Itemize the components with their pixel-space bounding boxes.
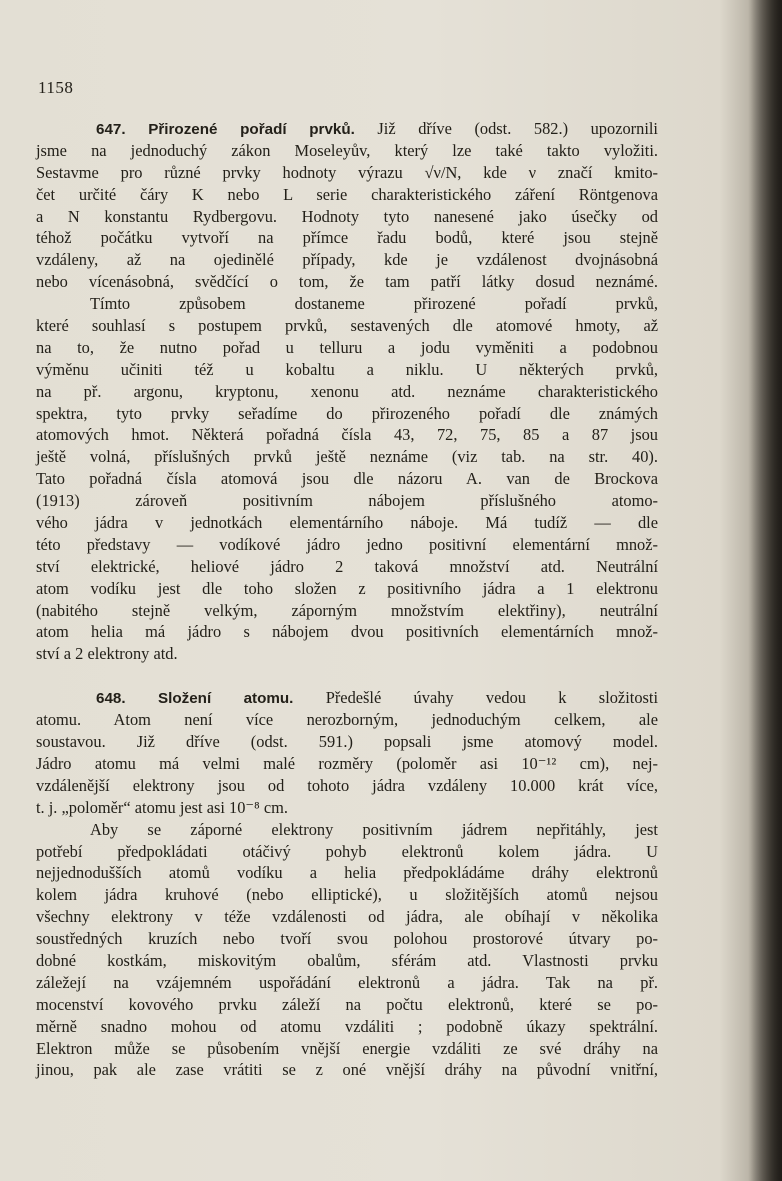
paragraph-line: všechny elektrony v téže vzdálenosti od jádra, ale obíhají v několika	[36, 907, 658, 927]
paragraph-line: atom helia má jádro s nábojem dvou positivních elementárních množ-	[36, 622, 658, 642]
paragraph-line: mocenství kovového prvku záleží na počtu elektronů, které se po-	[36, 994, 658, 1014]
body-text	[36, 118, 658, 1081]
paragraph-line: měrně snadno mohou od atomu vzdáliti ; podobně úkazy spektrální.	[36, 1016, 658, 1036]
paragraph-line: výměnu učiniti též u kobaltu a niklu. U některých prvků,	[36, 359, 658, 379]
section-648-heading: 648. Složení atomu.	[96, 690, 294, 708]
paragraph-line: jinou, pak ale zase vrátiti se z oné vnější dráhy na původní vnitřní,	[36, 1060, 658, 1080]
paragraph-line: záležejí na vzájemném uspořádání elektronů a jádra. Tak na př.	[36, 972, 658, 992]
paragraph-line: Aby se záporné elektrony positivním jádrem nepřitáhly, jest	[90, 819, 658, 839]
paragraph-line: Jádro atomu má velmi malé rozměry (poloměr asi 10⁻¹² cm), nej-	[36, 753, 658, 773]
paragraph-line: na př. argonu, kryptonu, xenonu atd. neznáme charakteristického	[36, 381, 658, 401]
paragraph-line: soustavou. Již dříve (odst. 591.) popsali jsme atomový model.	[36, 732, 658, 752]
page-gutter-shadow	[748, 0, 782, 1181]
paragraph-line: téhož počátku vytvoří na přímce řadu bodů, které jsou stejně	[36, 228, 658, 248]
paragraph-line: kolem jádra kruhové (nebo elliptické), u složitějších atomů nejsou	[36, 885, 658, 905]
paragraph-line: jsme na jednoduchý zákon Moseleyův, který lze také takto vyložiti.	[36, 140, 658, 160]
paragraph-line: t. j. „poloměr“ atomu jest asi 10⁻⁸ cm.	[36, 797, 288, 817]
paragraph-line: této představy — vodíkové jádro jedno positivní elementární množ-	[36, 534, 658, 554]
paragraph-line: Sestavme pro různé prvky hodnoty výrazu √ν/N, kde ν značí kmito-	[36, 162, 658, 182]
page-number: 1158	[38, 78, 74, 97]
paragraph-line: atom vodíku jest dle toho složen z positivního jádra a 1 elektronu	[36, 578, 658, 598]
paragraph-line: nejjednodušších atomů vodíku a helia předpokládáme dráhy elektronů	[36, 863, 658, 883]
section-647-heading: 647. Přirozené pořadí prvků.	[96, 121, 355, 138]
paragraph-line: atomu. Atom není více nerozborným, jednoduchým celkem, ale	[36, 710, 658, 730]
paragraph-line: 648. Složení atomu. Předešlé úvahy vedou k složitosti	[96, 688, 659, 708]
paragraph-line: ještě volná, příslušných prvků ještě neznáme (viz tab. na str. 40).	[36, 447, 658, 467]
paragraph-line: Tato pořadná čísla atomová jsou dle názoru A. van de Brockova	[36, 469, 658, 489]
paragraph-line: spektra, tyto prvky seřadíme do přirozeného pořadí dle známých	[36, 403, 658, 423]
paragraph-line: vzdáleny, až na ojedinělé případy, kde je vzdálenost dvojnásobná	[36, 250, 658, 270]
paragraph-line: vého jádra v jednotkách elementárního náboje. Má tudíž — dle	[36, 513, 658, 533]
paragraph-line: (nabitého stejně velkým, záporným množstvím elektřiny), neutrální	[36, 600, 658, 620]
paragraph-line: 647. Přirozené pořadí prvků. Již dříve (odst. 582.) upozornili	[96, 119, 658, 138]
paragraph-line: (1913) zároveň positivním nábojem příslušného atomo-	[36, 491, 658, 511]
paragraph-line: ství a 2 elektrony atd.	[36, 644, 178, 664]
paragraph-line: čet určité čáry K nebo L serie charakteristického záření Röntgenova	[36, 184, 658, 204]
paragraph-line: potřebí předpokládati otáčivý pohyb elektronů kolem jádra. U	[36, 841, 658, 861]
paragraph-line: nebo vícenásobná, svědčící o tom, že tam patří látky dosud neznámé.	[36, 272, 658, 292]
paragraph-line: vzdálenější elektrony jsou od tohoto jádra vzdáleny 10.000 krát více,	[36, 775, 658, 795]
paragraph-line: a N konstantu Rydbergovu. Hodnoty tyto nanesené jako úsečky od	[36, 206, 658, 226]
paragraph-line: atomových hmot. Některá pořadná čísla 43, 72, 75, 85 a 87 jsou	[36, 425, 658, 445]
paragraph-line: dobné kostkám, miskovitým obalům, sférám atd. Vlastnosti prvku	[36, 950, 658, 970]
paragraph-line: na to, že nutno pořad u telluru a jodu vyměniti a podobnou	[36, 337, 658, 357]
paragraph-line: ství elektrické, heliové jádro 2 taková množství atd. Neutrální	[36, 556, 658, 576]
paragraph-line: Elektron může se působením vnější energie vzdáliti ze své dráhy na	[36, 1038, 658, 1058]
paragraph-line: které souhlasí s postupem prvků, sestavených dle atomové hmoty, až	[36, 316, 658, 336]
paragraph-line: Tímto způsobem dostaneme přirozené pořadí prvků,	[90, 294, 658, 314]
paragraph-line: soustředných kruzích nebo tvoří svou polohou prostorové útvary po-	[36, 929, 658, 949]
